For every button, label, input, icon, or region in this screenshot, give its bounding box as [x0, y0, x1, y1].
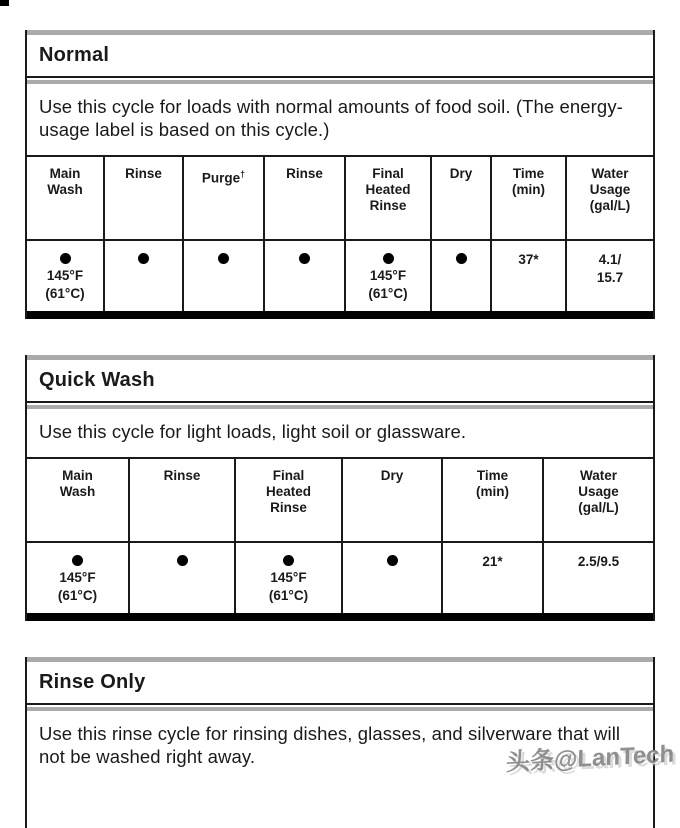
- cell-value-line: (61°C): [268, 588, 309, 603]
- cell-value-line: (61°C): [57, 588, 98, 603]
- cell-value-line: 2.5/9.5: [577, 554, 620, 569]
- cycle-cell: [27, 542, 129, 617]
- cycle-cell: [264, 240, 345, 315]
- cycle-cell: [431, 240, 491, 315]
- cell-value-line: 145°F: [59, 570, 96, 585]
- cell-value-line: 145°F: [270, 570, 307, 585]
- column-header: Purge†: [183, 156, 264, 240]
- cell-value-line: 145°F: [46, 268, 84, 283]
- cell-value-line: 4.1/: [598, 252, 622, 267]
- section-description-quick-wash: Use this cycle for light loads, light soil or glassware.: [27, 405, 653, 457]
- cell-value-line: (61°C): [45, 286, 85, 301]
- section-title-normal: Normal: [27, 30, 653, 78]
- cycle-cell: [543, 542, 653, 617]
- included-step-dot: [383, 253, 394, 264]
- cycle-cell: [183, 240, 264, 315]
- included-step-dot: [456, 253, 467, 264]
- included-step-dot: [218, 253, 229, 264]
- included-step-dot: [72, 555, 83, 566]
- cycle-cell: [566, 240, 653, 315]
- cycle-cell: [345, 240, 431, 315]
- cycle-cell: [442, 542, 543, 617]
- column-header: Dry: [431, 156, 491, 240]
- column-header: Dry: [342, 458, 442, 542]
- column-header: Main Wash: [27, 458, 129, 542]
- included-step-dot: [299, 253, 310, 264]
- column-header: Rinse: [104, 156, 183, 240]
- column-header: Final Heated Rinse: [235, 458, 342, 542]
- cell-value-line: 145°F: [369, 268, 407, 283]
- section-normal: [25, 30, 655, 319]
- cell-value-line: 21*: [482, 554, 503, 569]
- column-header: Time (min): [491, 156, 566, 240]
- cycle-table-normal: [27, 155, 653, 319]
- scan-artifact-mark: [0, 0, 9, 6]
- cycle-cell: [491, 240, 566, 315]
- section-rinse-only: [25, 657, 655, 828]
- section-quick-wash: [25, 355, 655, 621]
- included-step-dot: [387, 555, 398, 566]
- included-step-dot: [283, 555, 294, 566]
- cell-value-line: 15.7: [596, 270, 624, 285]
- column-header: Rinse: [129, 458, 235, 542]
- included-step-dot: [138, 253, 149, 264]
- column-header: Final Heated Rinse: [345, 156, 431, 240]
- cycle-cell: [235, 542, 342, 617]
- cycle-cell: [342, 542, 442, 617]
- column-header: Water Usage (gal/L): [566, 156, 653, 240]
- included-step-dot: [60, 253, 71, 264]
- column-header: Main Wash: [27, 156, 104, 240]
- section-title-rinse-only: Rinse Only: [27, 657, 653, 705]
- section-description-normal: Use this cycle for loads with normal amounts of food soil. (The energy-usage label is based on this cycle.): [27, 80, 653, 155]
- cell-value-line: (61°C): [368, 286, 408, 301]
- column-header: Water Usage (gal/L): [543, 458, 653, 542]
- column-header: Rinse: [264, 156, 345, 240]
- included-step-dot: [177, 555, 188, 566]
- cycle-cell: [27, 240, 104, 315]
- cycle-table-quick-wash: [27, 457, 653, 621]
- section-title-quick-wash: Quick Wash: [27, 355, 653, 403]
- manual-page: [25, 30, 655, 828]
- column-header: Time (min): [442, 458, 543, 542]
- cell-value-line: 37*: [518, 252, 539, 267]
- cycle-cell: [129, 542, 235, 617]
- watermark: 头条@LanTech: [505, 740, 675, 777]
- section-description-rinse-only: Use this rinse cycle for rinsing dishes, glasses, and silverware that will not be washed right away.: [27, 707, 653, 828]
- cycle-cell: [104, 240, 183, 315]
